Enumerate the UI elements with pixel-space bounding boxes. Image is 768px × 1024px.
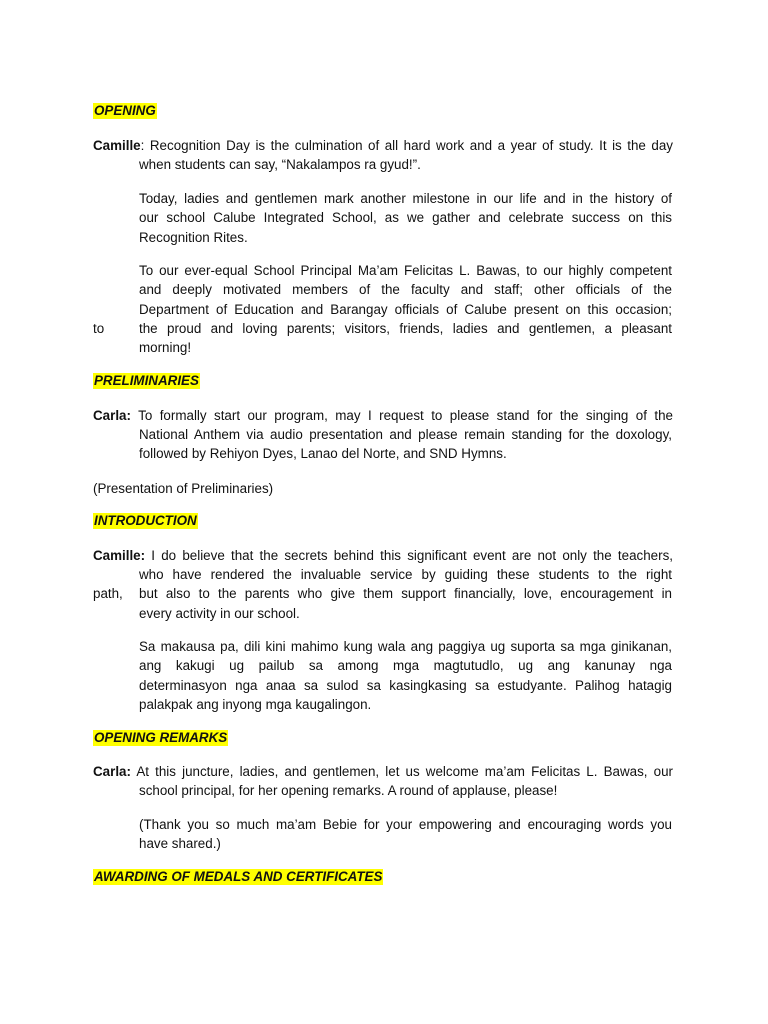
text-line: To our ever-equal School Principal Ma’am Felicitas L. Bawas, to our highly competent	[139, 263, 672, 278]
heading-preliminaries: PRELIMINARIES	[94, 373, 199, 388]
heading-awarding: AWARDING OF MEDALS AND CERTIFICATES	[94, 869, 383, 884]
speech-text: At this juncture, ladies, and gentlemen, let us welcome ma’am Felicitas L. Bawas, our	[130, 764, 673, 779]
stage-note: (Presentation of Preliminaries)	[93, 481, 274, 496]
paragraph	[139, 261, 672, 357]
paragraph	[139, 425, 672, 464]
text-line: determinasyon nga anaa sa sulod sa kasingkasing sa estudyante. Palihog hatagig	[139, 677, 672, 693]
text-line: ang kakugi ug pailub sa among mga magtutudlo, ug ang kanunay nga	[139, 658, 672, 674]
text-line: school principal, for her opening remarks. A round of applause, please!	[139, 783, 558, 798]
paragraph	[139, 781, 672, 800]
heading-opening-remarks: OPENING REMARKS	[94, 730, 228, 745]
paragraph	[139, 189, 672, 247]
text-line: every activity in our school.	[139, 605, 300, 621]
text-line: National Anthem via audio presentation and please remain standing for the doxology,	[139, 427, 672, 442]
paragraph	[139, 155, 672, 174]
speech-carla-opening-remarks	[93, 762, 673, 781]
speaker-name: Carla:	[93, 764, 131, 779]
speech-text: To formally start our program, may I request to please stand for the singing of the	[130, 408, 673, 423]
heading-introduction: INTRODUCTION	[94, 513, 197, 528]
heading-opening: OPENING	[94, 103, 156, 118]
speech-text: : Recognition Day is the culmination of all hard work and a year of study. It is the day	[140, 138, 673, 153]
margin-word: to	[93, 321, 105, 336]
speech-carla-preliminaries	[93, 406, 673, 425]
speaker-name: Carla:	[93, 408, 131, 423]
paragraph	[139, 565, 672, 623]
text-line: Today, ladies and gentlemen mark another milestone in our life and in the history of	[139, 191, 672, 206]
text-line: morning!	[139, 340, 192, 356]
text-line: Sa makausa pa, dili kini mahimo kung wala ang paggiya ug suporta sa mga ginikanan,	[139, 639, 672, 654]
text-line: Recognition Rites.	[139, 229, 248, 245]
text-line: palakpak ang inyong mga kaugalingon.	[139, 696, 372, 712]
text-line: (Thank you so much ma’am Bebie for your empowering and encouraging words you	[139, 817, 672, 832]
text-line: and deeply motivated members of the faculty and staff; other officials of the	[139, 282, 672, 298]
text-line: but also to the parents who give them support financially, love, encouragement in	[139, 586, 672, 602]
text-line: Department of Education and Barangay officials of Calube present on this occasion;	[139, 301, 672, 317]
margin-word: path,	[93, 586, 123, 601]
text-line: followed by Rehiyon Dyes, Lanao del Norte, and SND Hymns.	[139, 446, 507, 462]
text-line: when students can say, “Nakalampos ra gyud!”.	[139, 157, 421, 172]
paragraph	[139, 815, 672, 854]
paragraph	[139, 637, 672, 714]
text-line: have shared.)	[139, 836, 221, 852]
speaker-name: Camille:	[93, 548, 146, 563]
speech-text: I do believe that the secrets behind this significant event are not only the teachers,	[145, 548, 673, 563]
text-line: the proud and loving parents; visitors, friends, ladies and gentlemen, a pleasant	[139, 320, 672, 336]
speech-camille-introduction	[93, 546, 673, 565]
speaker-name: Camille	[93, 138, 141, 153]
speech-camille-opening	[93, 136, 673, 155]
text-line: who have rendered the invaluable service by guiding these students to the right	[139, 567, 672, 582]
text-line: our school Calube Integrated School, as we gather and celebrate success on this	[139, 210, 672, 226]
